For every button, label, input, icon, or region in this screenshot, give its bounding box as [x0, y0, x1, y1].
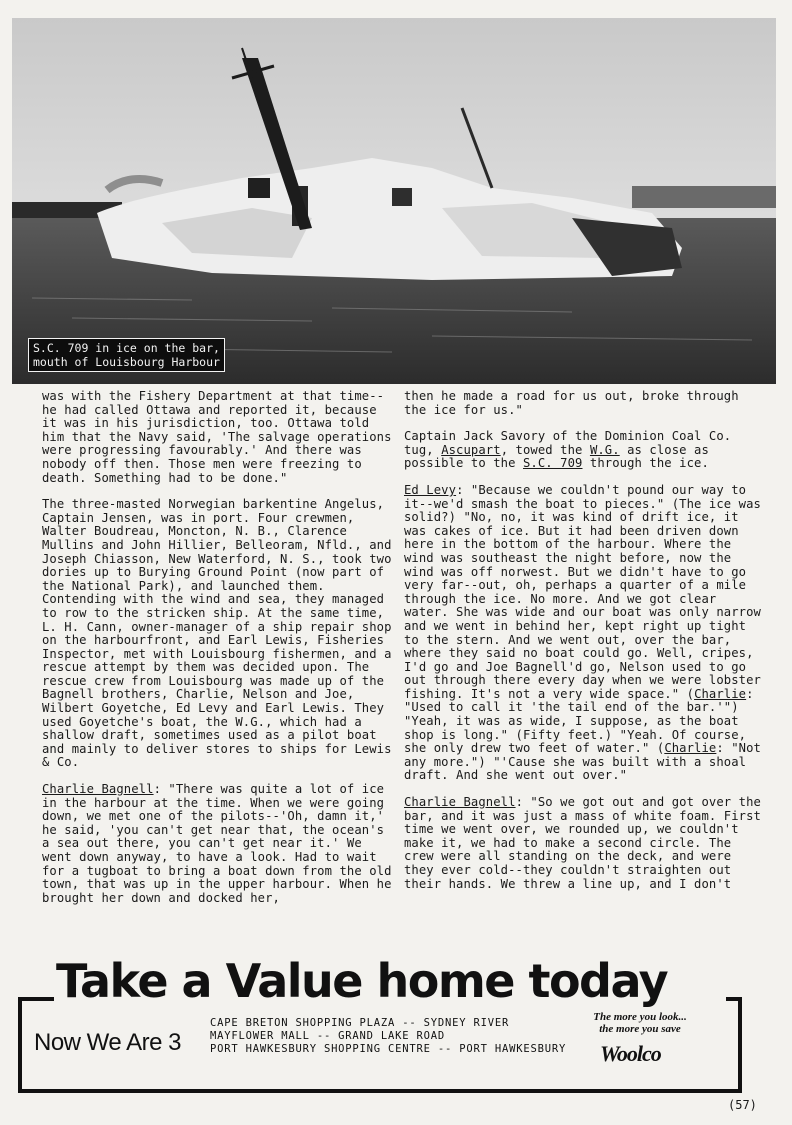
speech-text: : "Not any more.") "'Cause she was built with a shoal draft. And she went out over." [404, 741, 761, 783]
ad-tagline [570, 1011, 710, 1035]
boat-name: W.G. [589, 442, 620, 457]
text: Captain Jack Savory of the Dominion Coal Co. tug, [404, 429, 732, 457]
caption-line-2: mouth of Louisbourg Harbour [33, 355, 220, 369]
left-column [42, 390, 394, 918]
paragraph: was with the Fishery Department at that time--he had called Ottawa and reported it, because it was in his jurisdiction, too. Ottawa told him that the Navy said, 'The salvage operations were progressing favourably.' And there was nobody off then. Those men were freezing to death. Something had to be done." [42, 389, 392, 485]
speech-text: : "There was quite a lot of ice in the harbour at the time. When we were going down, we met one of the pilots--'Oh, damn it,' he said, 'you can't get near that, the ocean's a sea out there, you can't get near it.' We went down anyway, to have a look. Had to wait for a tugboat to bring a boat down from the old town, that was up in the upper harbour. When he brought her down and docked her, [42, 782, 392, 905]
speaker-name: Ed Levy [404, 482, 457, 497]
woolco-logo: Woolco [600, 1041, 661, 1066]
speaker-name: Charlie Bagnell [404, 795, 516, 810]
paragraph [404, 484, 764, 783]
ad-locations [210, 1017, 566, 1056]
text: through the ice. [582, 456, 709, 471]
speech-text: : "Used to call it 'the tail end of the bar.'") "Yeah, it was as wide, I suppose, as the boat shop is long." (Fifty feet.) "Yeah. Of course, she only drew two feet of water." ( [404, 686, 754, 756]
speech-text: : "So we got out and got over the bar, and it was just a mass of white foam. First time we went over, we rounded up, we couldn't make it, we had to make a second circle. The crew were all standing on the deck, and were they ever cold--they couldn't straighten out their hands. We threw a line up, and I don't [404, 795, 761, 891]
speaker-name: Charlie [694, 686, 747, 701]
page-number: (57) [728, 1098, 757, 1112]
ship-name: S.C. 709 [523, 456, 583, 471]
ad-tagline-line: the more you save [599, 1023, 681, 1035]
caption-line-1: S.C. 709 in ice on the bar, [33, 341, 220, 355]
right-column [404, 390, 764, 904]
paragraph [404, 430, 764, 471]
speaker-name: Charlie [664, 741, 717, 756]
ad-location: CAPE BRETON SHOPPING PLAZA -- SYDNEY RIVER [210, 1017, 510, 1029]
photo-caption [28, 338, 225, 372]
paragraph [404, 796, 764, 891]
ad-headline: Take a Value home today [56, 954, 668, 1008]
speech-text: : "Because we couldn't pound our way to it--we'd smash the boat to pieces." (The ice was solid?) "No, no, it was kind of drift ice, it was cakes of ice. But it had been driven down here in the bottom of the harbour. Where the wind was southeast the night before, now the wind was off norwest. But we didn't have to go very far--out, oh, perhaps a quarter of a mile through the ice. No more. And we got clear water. She was wide and our boat was only narrow and we went in behind her, kept right up tight to the stern. And we went out, over the bar, where they said no boat could go. Well, cripes, I'd go and Joe Bagnell'd go, Nelson used to go out through there every day when we were lobster fishing. It's not a very wide space." ( [404, 482, 761, 701]
speaker-name: Charlie Bagnell [42, 782, 154, 797]
woolco-advertisement [18, 955, 748, 1095]
paragraph: then he made a road for us out, broke through the ice for us." [404, 389, 739, 417]
ad-tagline-line: The more you look... [593, 1011, 687, 1023]
text: , towed the [500, 442, 590, 457]
ad-location: MAYFLOWER MALL -- GRAND LAKE ROAD [210, 1030, 446, 1042]
paragraph: The three-masted Norwegian barkentine Angelus, Captain Jensen, was in port. Four crewmen, Walter Boudreau, Moncton, N. B., Clarence Mullins and John Hillier, Belleoram, Nfld., and Joseph Chiasson, New Waterford, N. S., took two dories up to Burying Ground Point (now part of the National Park), and launched them. Contending with the wind and sea, they managed to row to the stricken ship. At the same time, L. H. Cann, owner-manager of a ship repair shop on the harbourfront, and Earl Lewis, Fisheries Inspector, met with Louisbourg fishermen, and a rescue attempt by them was decided upon. The rescue crew from Louisbourg was made up of the Bagnell brothers, Charlie, Nelson and Joe, Wilbert Goyetche, Ed Levy and Earl Lewis. They used Goyetche's boat, the W.G., which had a shallow draft, sometimes used as a pilot boat and mainly to deliver stores to ships for Lewis & Co. [42, 497, 392, 770]
ad-location: PORT HAWKESBURY SHOPPING CENTRE -- PORT HAWKESBURY [210, 1043, 567, 1055]
tug-name: Ascupart [441, 442, 501, 457]
text: as close as possible to the [404, 442, 709, 471]
ship-in-ice-photo [12, 18, 776, 384]
paragraph [42, 783, 394, 905]
ad-border [18, 997, 742, 1093]
ad-now-we-are-3: Now We Are 3 [34, 1029, 181, 1056]
